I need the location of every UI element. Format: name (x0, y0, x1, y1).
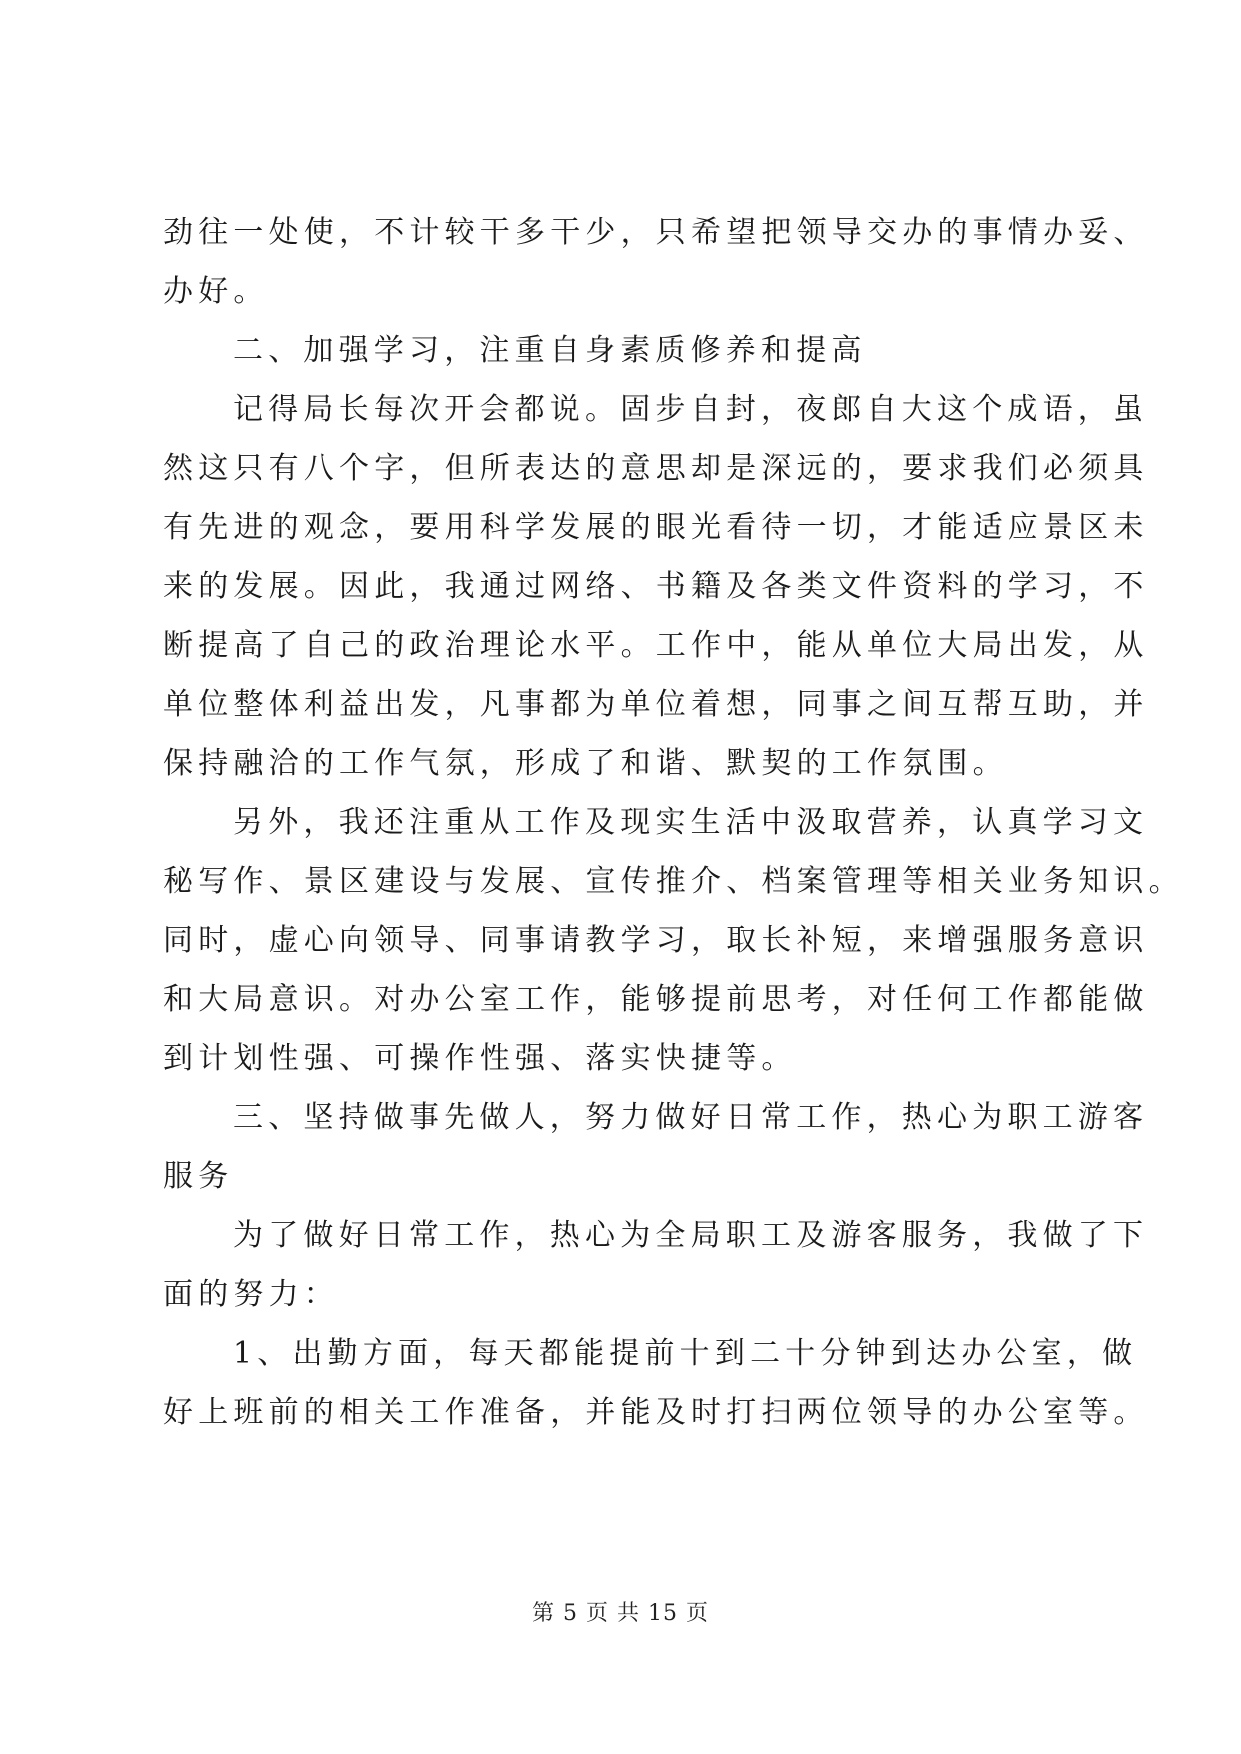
body-text-line: 劲往一处使，不计较干多干少，只希望把领导交办的事情办妥、 (163, 215, 1149, 250)
body-text-line: 另外，我还注重从工作及现实生活中汲取营养，认真学习文 (233, 805, 1149, 840)
page-number-footer: 第 5 页 共 15 页 (532, 1601, 709, 1626)
section-heading: 三、坚持做事先做人，努力做好日常工作，热心为职工游客 (233, 1100, 1149, 1135)
section-heading-continued: 服务 (163, 1159, 234, 1194)
section-heading: 二、加强学习，注重自身素质修养和提高 (233, 333, 867, 368)
body-text-line: 1、出勤方面，每天都能提前十到二十分钟到达办公室，做 (233, 1336, 1138, 1371)
body-text-line: 为了做好日常工作，热心为全局职工及游客服务，我做了下 (233, 1218, 1149, 1253)
body-text-line: 办好。 (163, 274, 269, 309)
body-text-line: 断提高了自己的政治理论水平。工作中，能从单位大局出发，从 (163, 628, 1149, 663)
body-text-line: 到计划性强、可操作性强、落实快捷等。 (163, 1041, 797, 1076)
body-text-line: 记得局长每次开会都说。固步自封，夜郎自大这个成语，虽 (233, 392, 1149, 427)
body-text-line: 来的发展。因此，我通过网络、书籍及各类文件资料的学习，不 (163, 569, 1149, 604)
body-text-line: 然这只有八个字，但所表达的意思却是深远的，要求我们必须具 (163, 451, 1149, 486)
body-text-line: 好上班前的相关工作准备，并能及时打扫两位领导的办公室等。 (163, 1395, 1149, 1430)
body-text-line: 保持融洽的工作气氛，形成了和谐、默契的工作氛围。 (163, 746, 1008, 781)
body-text-line: 面的努力： (163, 1277, 339, 1312)
body-text-line: 秘写作、景区建设与发展、宣传推介、档案管理等相关业务知识。 (163, 864, 1184, 899)
body-text-line: 同时，虚心向领导、同事请教学习，取长补短，来增强服务意识 (163, 923, 1149, 958)
body-text-line: 单位整体利益出发，凡事都为单位着想，同事之间互帮互助，并 (163, 687, 1149, 722)
body-text-line: 和大局意识。对办公室工作，能够提前思考，对任何工作都能做 (163, 982, 1149, 1017)
body-text-line: 有先进的观念，要用科学发展的眼光看待一切，才能适应景区未 (163, 510, 1149, 545)
